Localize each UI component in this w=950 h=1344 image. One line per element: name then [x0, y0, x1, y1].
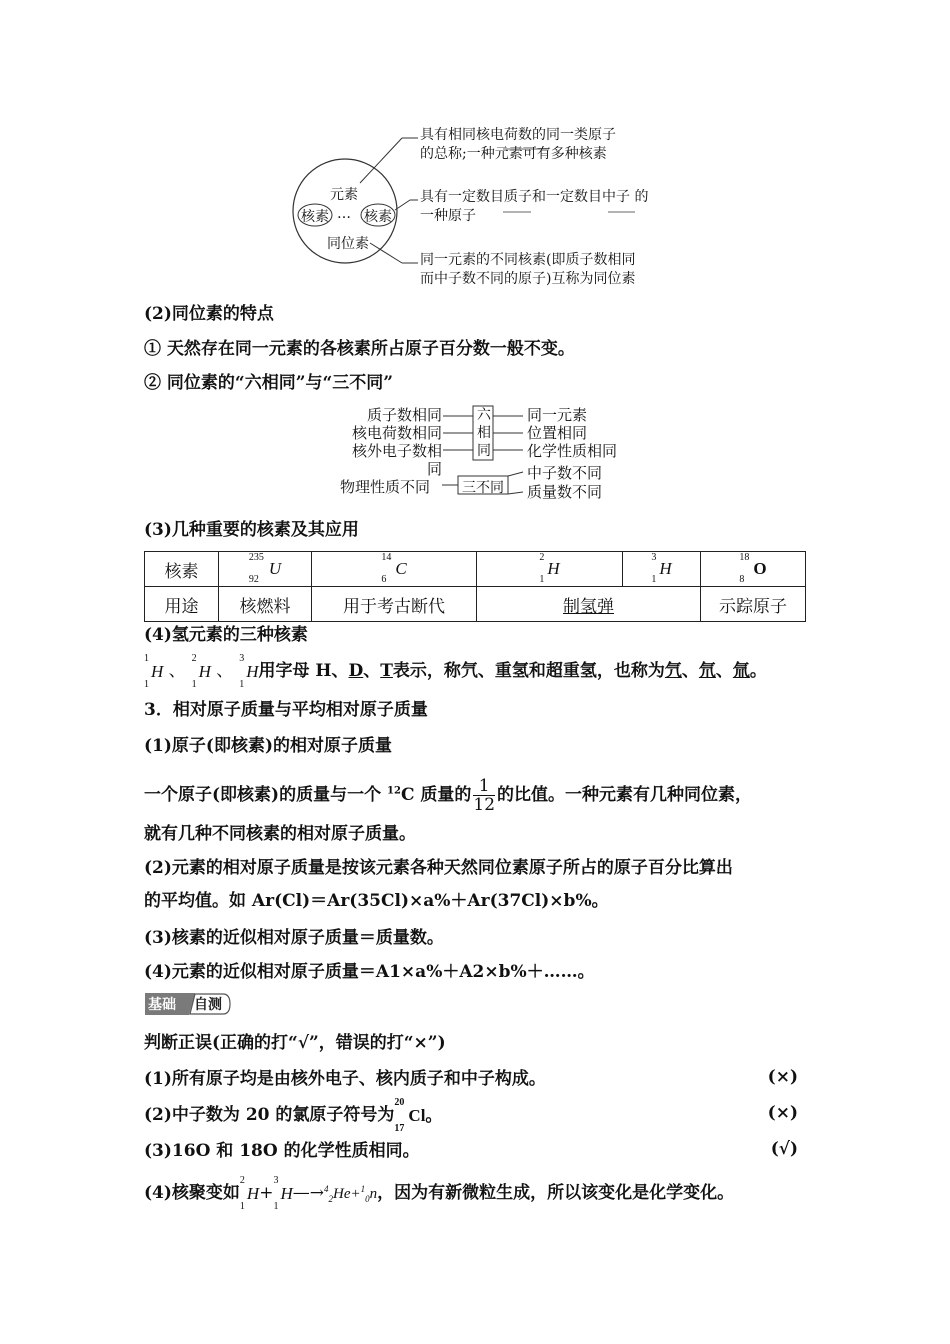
circle-label-isotope: 同位素 — [327, 236, 369, 252]
nuclide-node-left: 核素 — [301, 209, 329, 225]
question-4: (4)核聚变如 2 1 H+ 3 1 H—→$^4_2$He+$^1_0$n，因为有新微粒生成，所以该变化是化学变化。 — [144, 1174, 735, 1212]
same-charge: 核电荷数相同 — [351, 424, 442, 442]
nuclide-h3-inline: 3 1 H — [239, 652, 259, 690]
part-3-2-line1: (2)元素的相对原子质量是按该元素各种天然同位素原子所占的原子百分比算出 — [144, 858, 733, 878]
question-3: (3)16O 和 18O 的化学性质相同。 — [144, 1141, 420, 1161]
element-definition — [420, 126, 616, 164]
six-same-box — [477, 406, 491, 460]
same-chemistry: 化学性质相同 — [527, 442, 618, 460]
badge-left-text: 基础 — [148, 997, 176, 1013]
section-2-item-1: ① 天然存在同一元素的各核素所占原子百分数一般不变。 — [144, 339, 575, 359]
question-1: (1)所有原子均是由核外电子、核内质子和中子构成。 — [144, 1069, 546, 1089]
nuclide-h1: 1 1 H — [144, 652, 164, 690]
three-diff-box: 三不同 — [462, 480, 504, 496]
section-3-title: (3)几种重要的核素及其应用 — [144, 520, 359, 540]
section-2-title: (2)同位素的特点 — [144, 304, 274, 324]
circle-label-element: 元素 — [330, 187, 358, 203]
same-list-right — [527, 406, 617, 460]
box-char-3: 同 — [477, 443, 491, 459]
diff-list-right — [527, 464, 602, 502]
question-2-answer: (×) — [767, 1103, 798, 1123]
nuclide-node-right: 核素 — [364, 209, 392, 225]
part-3-3: (3)核素的近似相对原子质量＝质量数。 — [144, 928, 444, 948]
fusion-equation: 2 1 H+ 3 1 H—→$^4_2$He+$^1_0$n — [239, 1174, 378, 1212]
table-row — [145, 587, 806, 622]
table-header-use: 用途 — [145, 587, 219, 622]
nuclide-table — [144, 551, 806, 622]
section-4-title: (4)氢元素的三种核素 — [144, 625, 308, 645]
nuclide-u235: 235 92 U — [219, 552, 312, 587]
question-2: (2)中子数为 20 的氯原子符号为 20 17 Cl。 — [144, 1096, 443, 1134]
use-fuel: 核燃料 — [219, 587, 312, 622]
hydrogen-nuclides-line: 1 1 H 、 2 1 H 、 3 1 H用字母 H、D、T表示，称氕、重氢和超重氢，也称为氕、氘、氚。 — [144, 652, 767, 690]
question-3-answer: (√) — [770, 1139, 798, 1159]
use-dating: 用于考古断代 — [312, 587, 477, 622]
element-definition-line2: 的总称;一种元素可有多种核素 — [420, 146, 607, 162]
isotope-definition — [420, 251, 635, 289]
same-proton: 质子数相同 — [366, 406, 442, 424]
nuclide-h3: 3 1 H — [623, 552, 701, 587]
nuclide-definition-line1: 具有一定数目质子和一定数目中子 的 — [420, 189, 649, 205]
part-3-1-title: (1)原子(即核素)的相对原子质量 — [144, 736, 393, 756]
table-header-nuclide: 核素 — [145, 552, 219, 587]
same-list-left — [338, 406, 442, 478]
nuclide-o18: 18 8 O — [701, 552, 806, 587]
use-hbomb: 制氢弹 — [477, 587, 701, 622]
use-tracer: 示踪原子 — [701, 587, 806, 622]
section-2-item-2: ② 同位素的“六相同”与“三不同” — [144, 373, 394, 393]
nuclide-definition — [420, 188, 648, 226]
nuclide-h2: 2 1 H — [477, 552, 623, 587]
question-1-answer: (×) — [767, 1067, 798, 1087]
part-3-1-text-cont: 就有几种不同核素的相对原子质量。 — [144, 824, 416, 844]
nuclide-h2-inline: 2 1 H — [191, 652, 211, 690]
nuclide-definition-line2: 一种原子 — [420, 208, 476, 224]
nuclide-dots: … — [337, 206, 351, 222]
same-element: 同一元素 — [527, 406, 588, 424]
isotope-definition-line2: 而中子数不同的原子)互称为同位素 — [420, 271, 636, 287]
same-electron: 核外电子数相同 — [351, 442, 442, 478]
same-position: 位置相同 — [527, 424, 588, 442]
part-3-1-text: 一个原子(即核素)的质量与一个 $^{12}$C 质量的 $\frac{1}{12}$ 的比值。一种元素有几种同位素， — [144, 776, 753, 815]
part-3-title: 3．相对原子质量与平均相对原子质量 — [144, 700, 428, 720]
box-char-2: 相 — [477, 425, 491, 441]
nuclide-c14: 14 6 C — [312, 552, 477, 587]
diff-neutron: 中子数不同 — [527, 464, 603, 482]
badge-right-text: 自测 — [194, 997, 222, 1013]
judge-title: 判断正误(正确的打“√”，错误的打“×”) — [144, 1033, 446, 1053]
element-definition-line1: 具有相同核电荷数的同一类原子 — [420, 127, 616, 143]
box-char-1: 六 — [477, 407, 491, 423]
isotope-definition-line1: 同一元素的不同核素(即质子数相同 — [420, 252, 636, 268]
part-3-4: (4)元素的近似相对原子质量＝A1×a%＋A2×b%＋……。 — [144, 962, 595, 982]
part-3-2-line2: 的平均值。如 Ar(Cl)＝Ar(35Cl)×a%＋Ar(37Cl)×b%。 — [144, 891, 609, 911]
diff-physical: 物理性质不同 — [340, 478, 431, 496]
diff-mass: 质量数不同 — [527, 483, 603, 501]
table-row — [145, 552, 806, 587]
